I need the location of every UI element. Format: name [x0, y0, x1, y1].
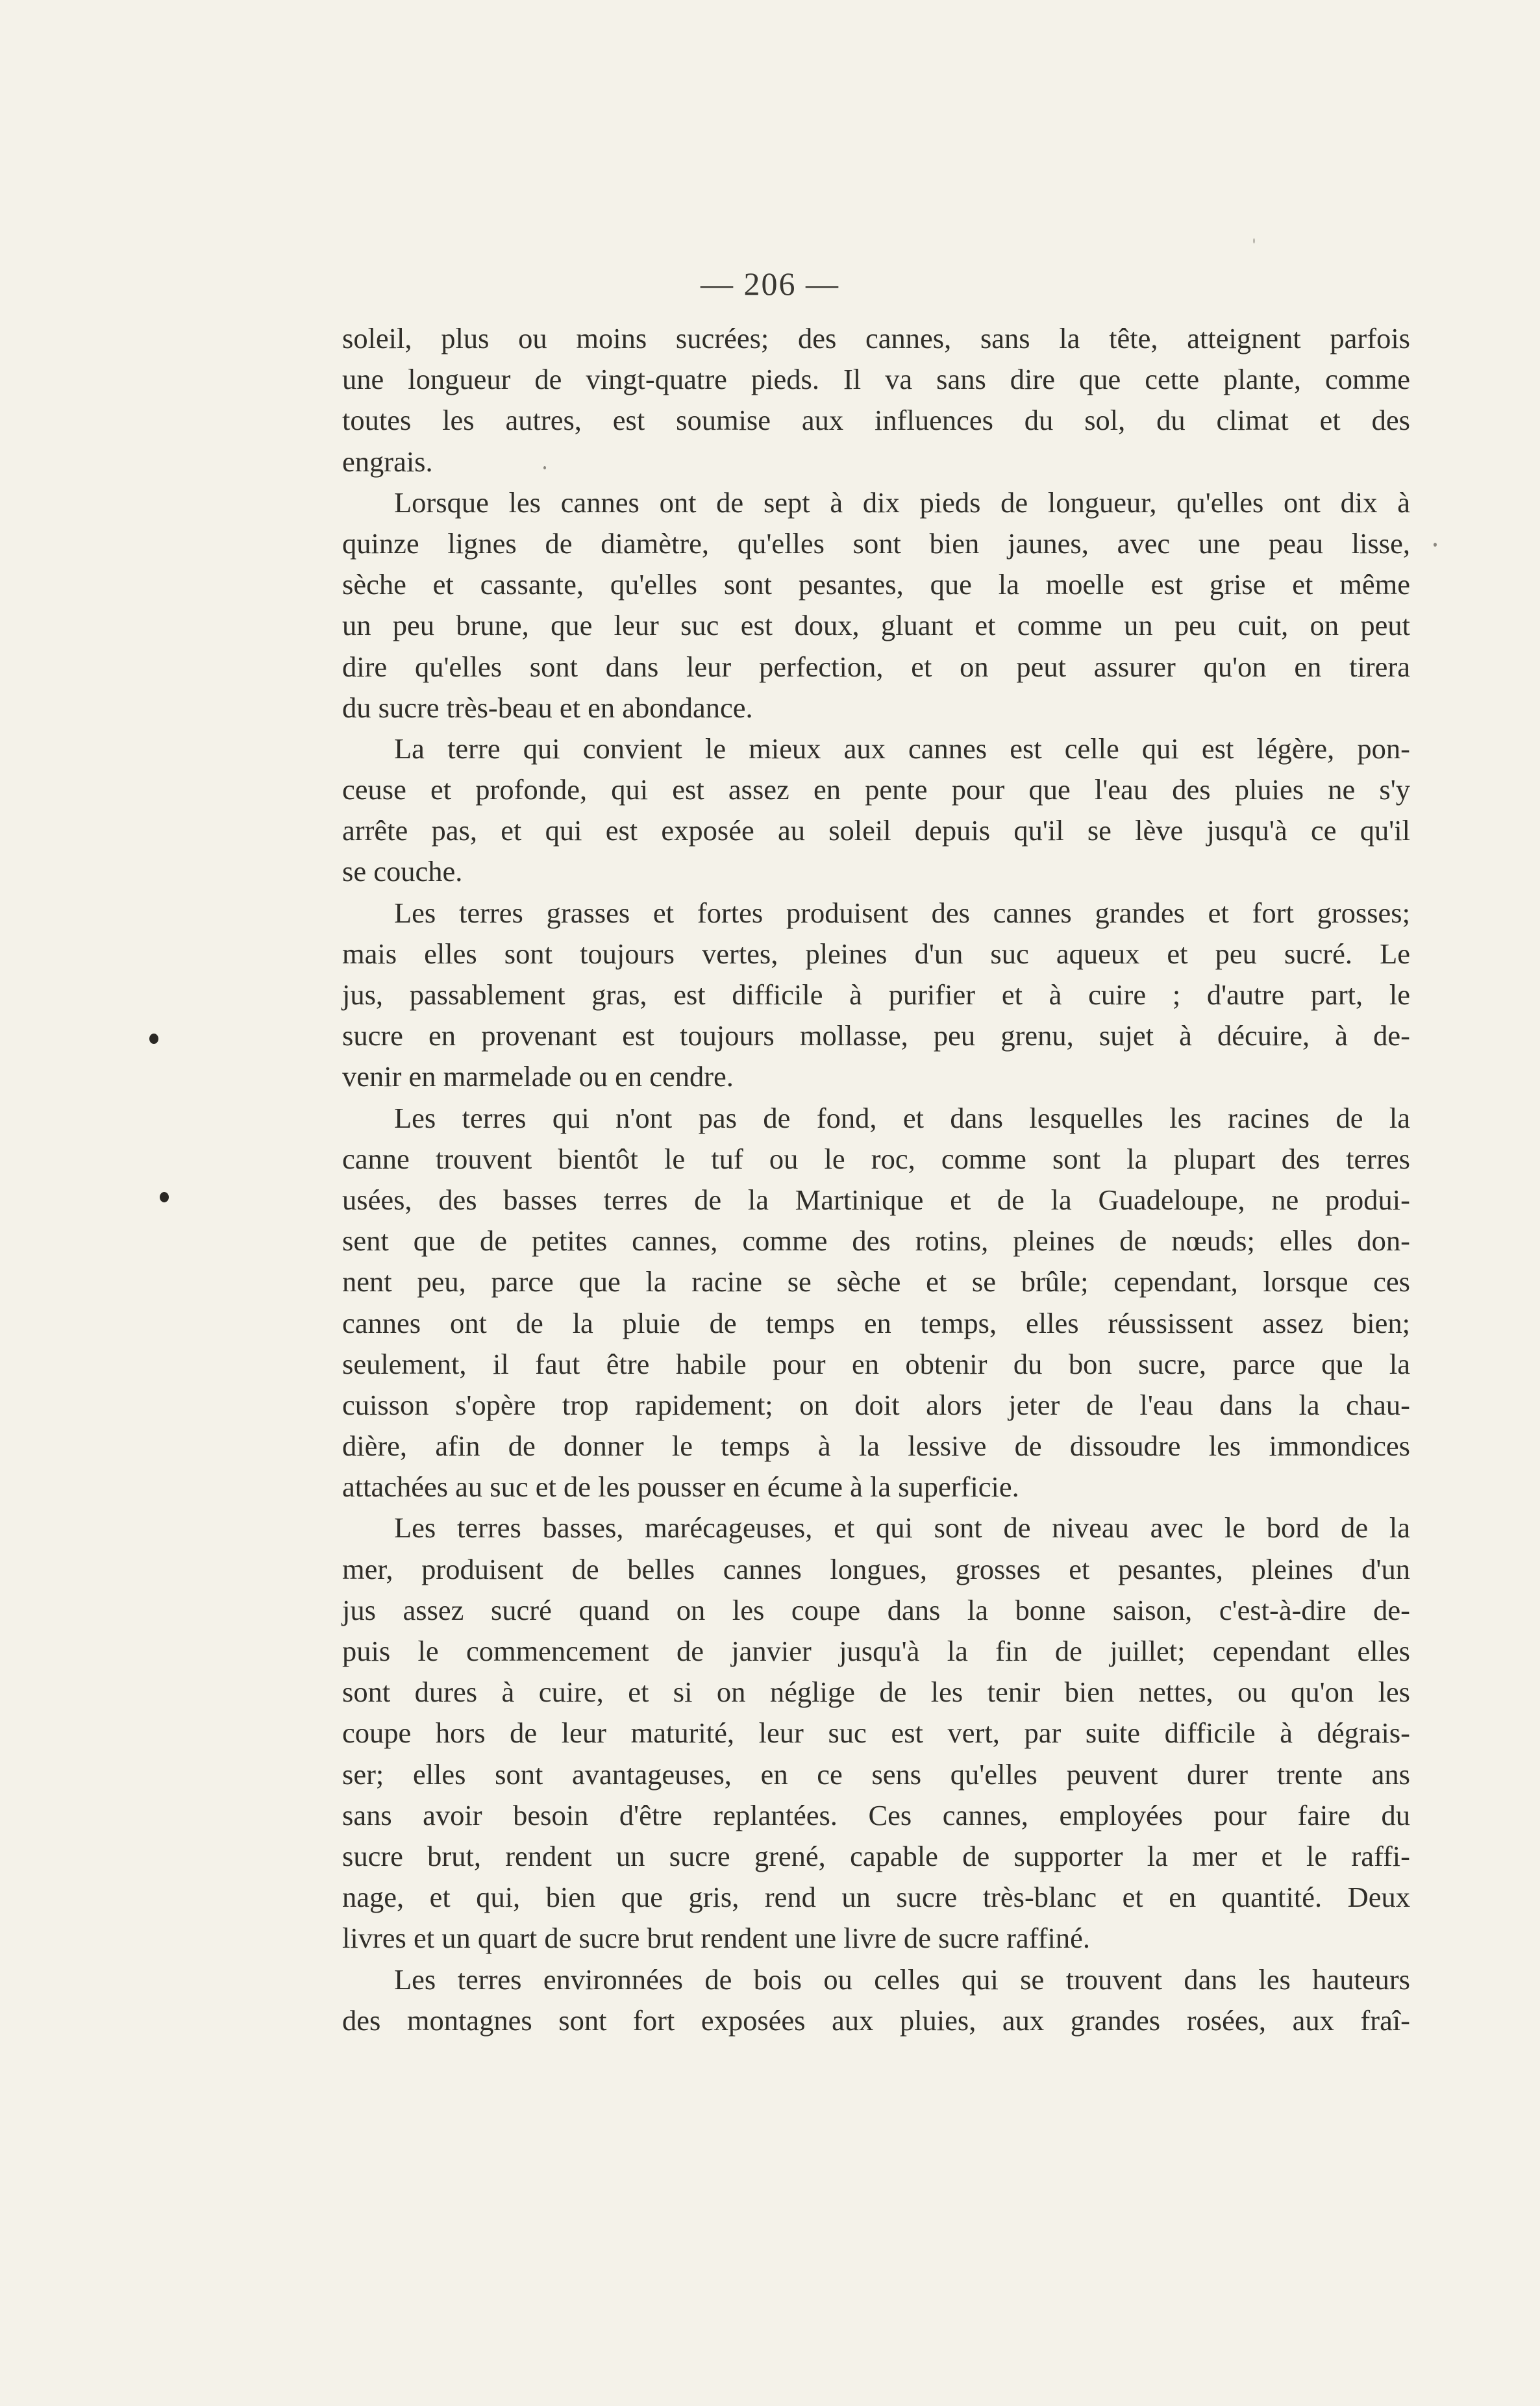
text-line: venir en marmelade ou en cendre. — [342, 1060, 734, 1093]
text-line: du sucre très-beau et en abondance. — [342, 691, 753, 724]
text-line: puis le commencement de janvier jusqu'à la fin de juillet; cependant elles — [342, 1635, 1410, 1667]
text-line: canne trouvent bientôt le tuf ou le roc, comme sont la plupart des terres — [342, 1142, 1410, 1175]
paragraph — [342, 318, 1410, 482]
text-line: sent que de petites cannes, comme des rotins, pleines de nœuds; elles don- — [342, 1224, 1410, 1258]
text-line: mais elles sont toujours vertes, pleines d'un suc aqueux et peu sucré. Le — [342, 937, 1410, 970]
text-line: attachées au suc et de les pousser en écume à la superficie. — [342, 1470, 1019, 1504]
body-text — [342, 318, 1410, 2041]
paragraph — [342, 728, 1410, 893]
text-line: dière, afin de donner le temps à la lessive de dissoudre les immondices — [342, 1430, 1410, 1463]
text-line: Les terres grasses et fortes produisent des cannes grandes et fort grosses; — [394, 896, 1410, 929]
text-line: engrais. — [342, 445, 433, 478]
page-number: — 206 — — [701, 266, 839, 302]
text-line: La terre qui convient le mieux aux cannes est celle qui est légère, pon- — [394, 732, 1410, 765]
paragraph — [342, 482, 1410, 728]
text-line: usées, des basses terres de la Martinique et de la Guadeloupe, ne produi- — [342, 1183, 1410, 1216]
text-line: Lorsque les cannes ont de sept à dix pieds de longueur, qu'elles ont dix à — [394, 486, 1410, 519]
text-line: cannes ont de la pluie de temps en temps, elles réussissent assez bien; — [342, 1306, 1410, 1339]
paragraph — [342, 1507, 1410, 1959]
text-line: sucre en provenant est toujours mollasse, peu grenu, sujet à décuire, à de- — [342, 1019, 1410, 1052]
text-line: un peu brune, que leur suc est doux, gluant et comme un peu cuit, on peut — [342, 609, 1410, 642]
text-line: une longueur de vingt-quatre pieds. Il va sans dire que cette plante, comme — [342, 363, 1410, 396]
text-line: Les terres basses, marécageuses, et qui sont de niveau avec le bord de la — [394, 1511, 1410, 1544]
text-line: cuisson s'opère trop rapidement; on doit alors jeter de l'eau dans la chau- — [342, 1388, 1410, 1421]
text-line: mer, produisent de belles cannes longues, grosses et pesantes, pleines d'un — [342, 1552, 1410, 1585]
text-line: Les terres environnées de bois ou celles qui se trouvent dans les hauteurs — [394, 1963, 1410, 1996]
text-line: sont dures à cuire, et si on néglige de les tenir bien nettes, ou qu'on les — [342, 1676, 1410, 1709]
text-line: Les terres qui n'ont pas de fond, et dans lesquelles les racines de la — [394, 1101, 1410, 1134]
paragraph — [342, 1098, 1410, 1508]
ink-speck — [149, 1034, 158, 1044]
text-line: ceuse et profonde, qui est assez en pente pour que l'eau des pluies ne s'y — [342, 773, 1410, 806]
text-line: se couche. — [342, 855, 463, 888]
text-line: sucre brut, rendent un sucre grené, capable de supporter la mer et le raffi- — [342, 1839, 1410, 1872]
text-line: sans avoir besoin d'être replantées. Ces cannes, employées pour faire du — [342, 1798, 1410, 1831]
text-line: dire qu'elles sont dans leur perfection, et on peut assurer qu'on en tirera — [342, 650, 1410, 683]
paragraph — [342, 1959, 1410, 2041]
text-line: nage, et qui, bien que gris, rend un sucre très-blanc et en quantité. Deux — [342, 1881, 1410, 1914]
ink-speck — [1434, 543, 1437, 547]
text-line: jus assez sucré quand on les coupe dans la bonne saison, c'est-à-dire de- — [342, 1593, 1410, 1626]
text-line: sèche et cassante, qu'elles sont pesantes, que la moelle est grise et même — [342, 568, 1410, 601]
text-line: des montagnes sont fort exposées aux pluies, aux grandes rosées, aux fraî- — [342, 2003, 1410, 2037]
ink-speck — [543, 466, 546, 469]
text-line: coupe hors de leur maturité, leur suc est vert, par suite difficile à dégrais- — [342, 1717, 1410, 1750]
paragraph — [342, 893, 1410, 1098]
text-line: quinze lignes de diamètre, qu'elles sont bien jaunes, avec une peau lisse, — [342, 527, 1410, 560]
text-line: nent peu, parce que la racine se sèche et se brûle; cependant, lorsque ces — [342, 1265, 1410, 1298]
text-line: ser; elles sont avantageuses, en ce sens qu'elles peuvent durer trente ans — [342, 1757, 1410, 1791]
text-line: jus, passablement gras, est difficile à purifier et à cuire ; d'autre part, le — [342, 978, 1410, 1011]
text-line: seulement, il faut être habile pour en obtenir du bon sucre, parce que la — [342, 1347, 1410, 1380]
text-line: toutes les autres, est soumise aux influences du sol, du climat et des — [342, 404, 1410, 437]
text-line: arrête pas, et qui est exposée au soleil depuis qu'il se lève jusqu'à ce qu'il — [342, 814, 1410, 847]
ink-speck — [160, 1192, 169, 1202]
text-line: livres et un quart de sucre brut rendent une livre de sucre raffiné. — [342, 1922, 1091, 1955]
text-line: soleil, plus ou moins sucrées; des cannes, sans la tête, atteignent parfois — [342, 322, 1410, 354]
ink-speck — [1253, 238, 1255, 243]
